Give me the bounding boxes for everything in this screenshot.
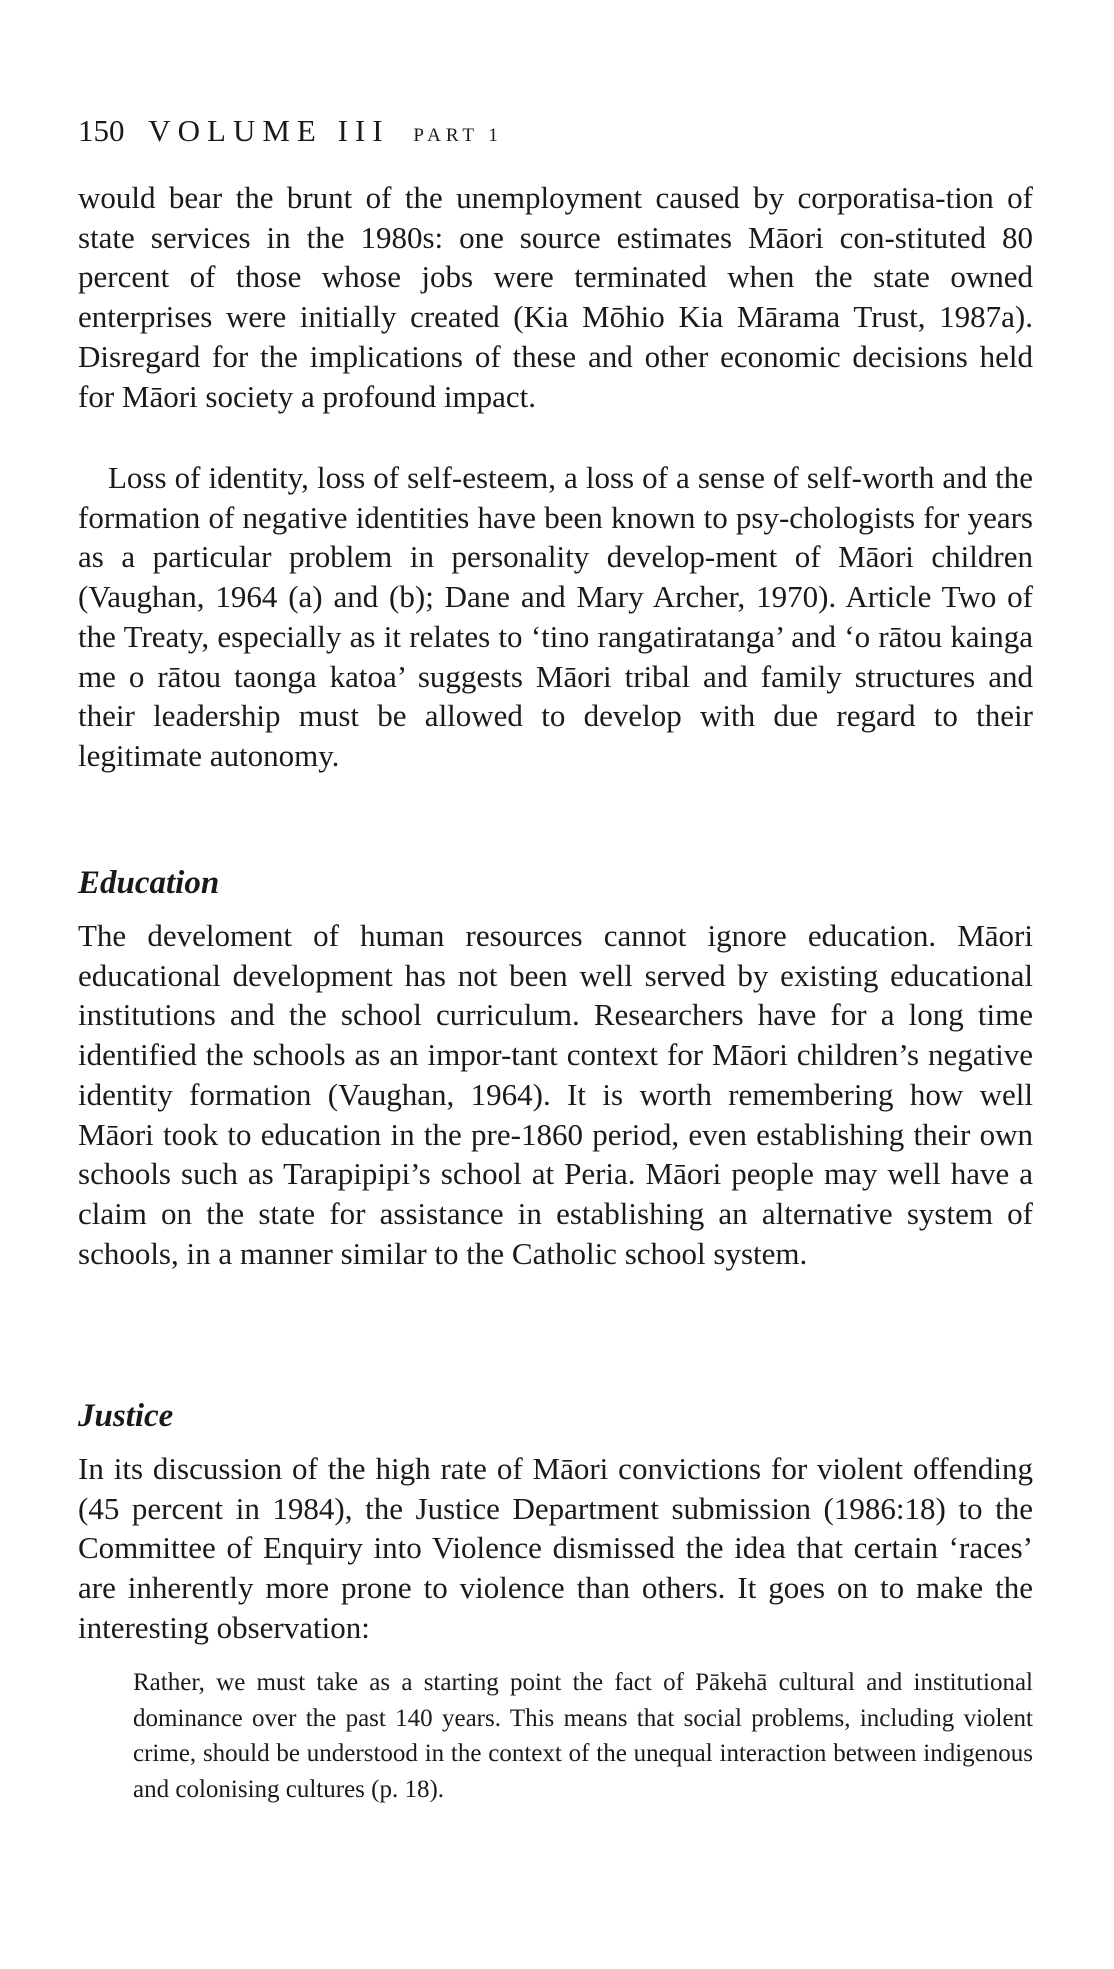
paragraph-continued: would bear the brunt of the unemployment caused by corporatisa-tion of state services in the 1980s: one source estimates Māori con-stituted 80 percent of those whose jobs were terminated when the state owned enterprises were initially created (Kia Mōhio Kia Mārama Trust, 1987a). Disregard for the implications of these and other economic decisions held for Māori society a profound impact. xyxy=(78,180,1033,414)
paragraph-justice: In its discussion of the high rate of Māori convictions for violent offending (45 percent in 1984), the Justice Department submission (1986:18) to the Committee of Enquiry into Violence dismissed the idea that certain ‘races’ are inherently more prone to violence than others. It goes on to make the interesting observation: xyxy=(78,1451,1033,1645)
running-head xyxy=(78,113,503,149)
block-quote: Rather, we must take as a starting point the fact of Pākehā cultural and institutional dominance over the past 140 years. This means that social problems, including violent crime, should be understood in the context of the unequal interaction between indigenous and colonising cultures (p. 18). xyxy=(133,1669,1033,1803)
paragraph-identity: Loss of identity, loss of self-esteem, a loss of a sense of self-worth and the formation of negative identities have been known to psy-chologists for years as a particular problem in personality develop-ment of Māori children (Vaughan, 1964 (a) and (b); Dane and Mary Archer, 1970). Article Two of the Treaty, especially as it relates to ‘tino rangatiratanga’ and ‘o rātou kainga me o rātou taonga katoa’ suggests Māori tribal and family structures and their leadership must be allowed to develop with due regard to their legitimate autonomy. xyxy=(78,460,1033,773)
part-label: PART 1 xyxy=(413,125,503,146)
page-number: 150 xyxy=(78,113,125,148)
section-heading-justice: Justice xyxy=(78,1398,174,1434)
paragraph-education: The develoment of human resources cannot ignore education. Māori educational development has not been well served by existing educational institutions and the school curriculum. Researchers have for a long time identified the schools as an impor-tant context for Māori children’s negative identity formation (Vaughan, 1964). It is worth remembering how well Māori took to education in the pre-1860 period, even establishing their own schools such as Tarapipipi’s school at Peria. Māori people may well have a claim on the state for assistance in establishing an alternative system of schools, in a manner similar to the Catholic school system. xyxy=(78,918,1033,1271)
section-heading-education: Education xyxy=(78,865,220,901)
volume-label: VOLUME III xyxy=(148,113,390,148)
